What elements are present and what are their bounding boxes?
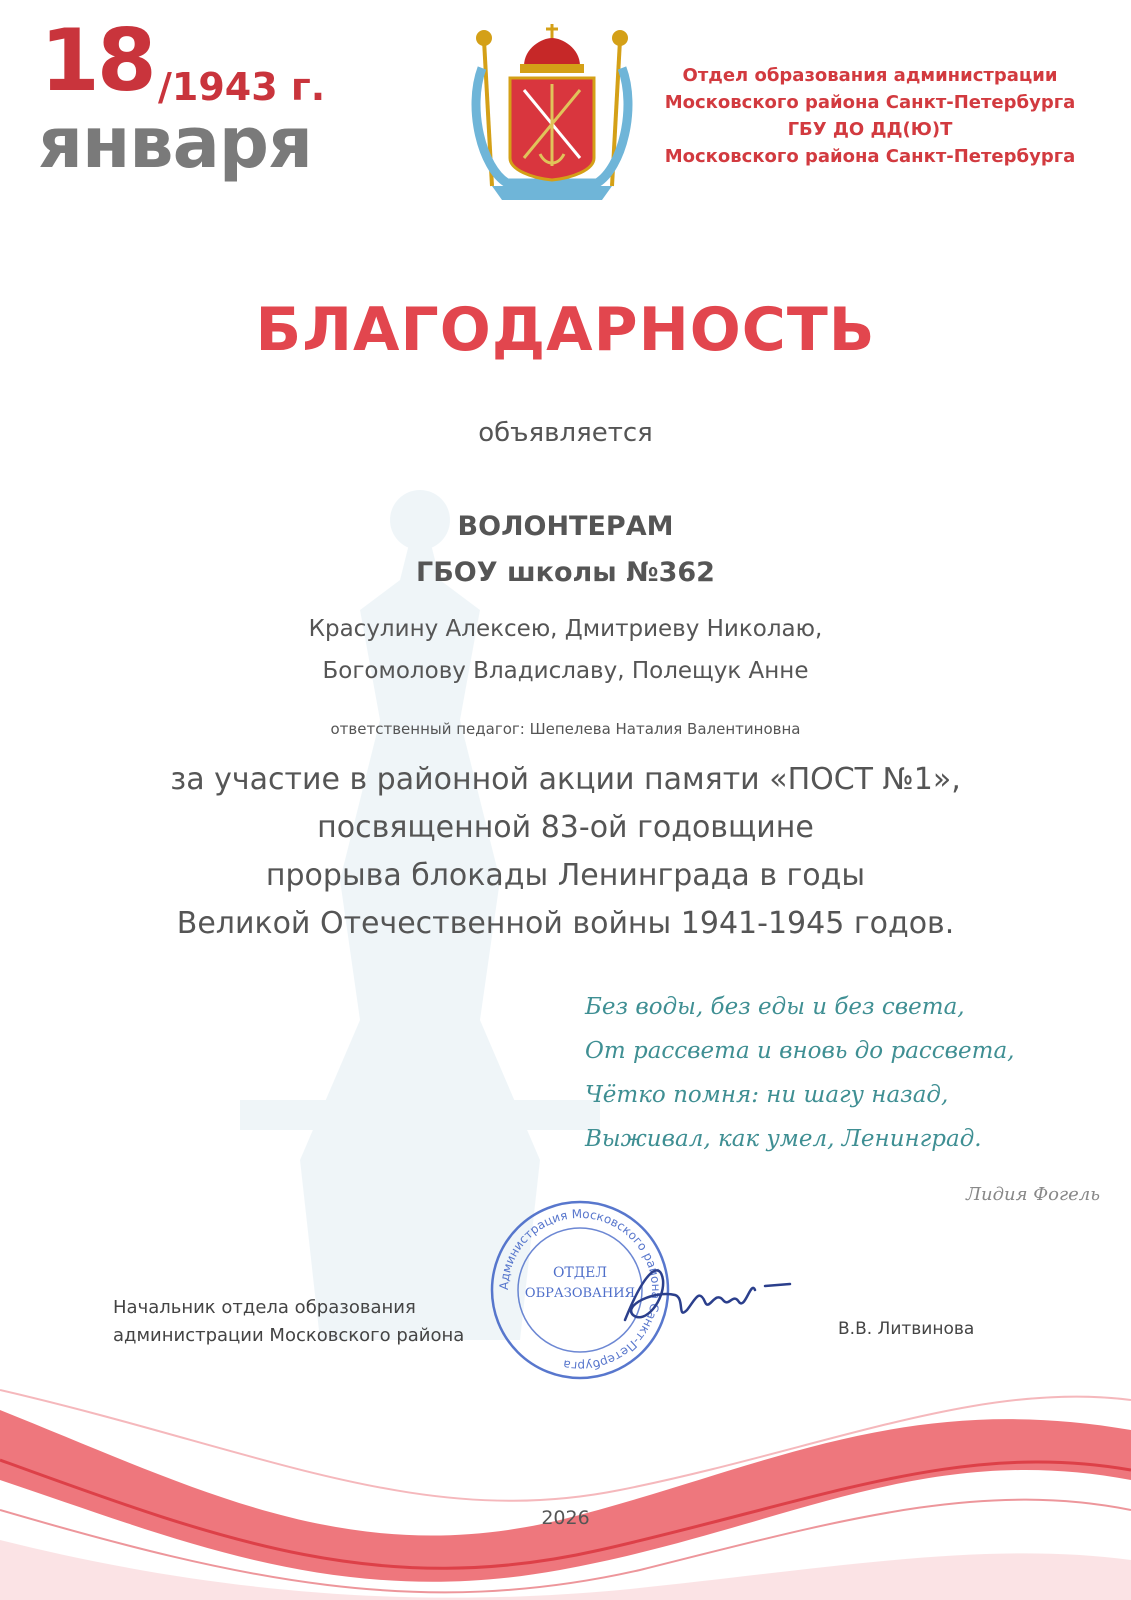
poem-line-4: Выживал, как умел, Ленинград.	[585, 1126, 982, 1152]
organization-block	[640, 62, 1100, 170]
announced-text: объявляется	[478, 418, 653, 448]
reason-line-1: за участие в районной акции памяти «ПОСТ №1»,	[170, 762, 961, 797]
recipients-line-2: ГБОУ школы №362	[416, 557, 715, 588]
reason-line-2: посвященной 83-ой годовщине	[317, 810, 814, 845]
stamp-ring-text: Администрация Московского района Санкт-Петербурга	[496, 1206, 664, 1374]
poem-author: Лидия Фогель	[965, 1184, 1100, 1205]
reason-line-3: прорыва блокады Ленинграда в годы	[265, 858, 866, 893]
org-line-2: Московского района Санкт-Петербурга	[664, 92, 1076, 113]
date-day: 18	[40, 11, 154, 111]
names-line-2: Богомолову Владиславу, Полещук Анне	[322, 658, 809, 684]
poem-line-2: От рассвета и вновь до рассвета,	[585, 1038, 1015, 1064]
certificate-title: БЛАГОДАРНОСТЬ	[255, 295, 876, 365]
signer-position-line-1: Начальник отдела образования	[113, 1297, 416, 1318]
date-block	[30, 11, 370, 193]
date-month: января	[38, 102, 312, 184]
reason-line-4: Великой Отечественной войны 1941-1945 годов.	[176, 906, 955, 941]
poem-block	[585, 985, 1105, 1161]
poem-line-3: Чётко помня: ни шагу назад,	[585, 1082, 949, 1108]
teacher-line: ответственный педагог: Шепелева Наталия Валентиновна	[330, 720, 801, 738]
names-block	[0, 608, 1131, 692]
signer-position	[113, 1294, 533, 1350]
signer-name: В.В. Литвинова	[838, 1319, 975, 1339]
names-line-1: Красулину Алексею, Дмитриеву Николаю,	[308, 616, 823, 642]
handwritten-signature	[615, 1250, 795, 1345]
date-year: /1943 г.	[158, 65, 326, 109]
stamp-center-line-1: ОТДЕЛ	[552, 1265, 608, 1281]
poem-line-1: Без воды, без еды и без света,	[585, 994, 965, 1020]
reason-block	[0, 756, 1131, 948]
org-line-4: Московского района Санкт-Петербурга	[664, 146, 1076, 167]
recipients-line-1: ВОЛОНТЕРАМ	[457, 511, 674, 542]
footer-year: 2026	[541, 1507, 590, 1529]
org-line-3: ГБУ ДО ДД(Ю)Т	[787, 119, 953, 140]
coat-of-arms-icon	[462, 18, 642, 203]
recipients-block	[0, 504, 1131, 596]
org-line-1: Отдел образования администрации	[682, 65, 1058, 86]
stamp-center-line-2: ОБРАЗОВАНИЯ	[524, 1286, 636, 1301]
ribbon-decoration	[0, 1370, 1131, 1600]
signer-position-line-2: администрации Московского района	[113, 1325, 465, 1346]
